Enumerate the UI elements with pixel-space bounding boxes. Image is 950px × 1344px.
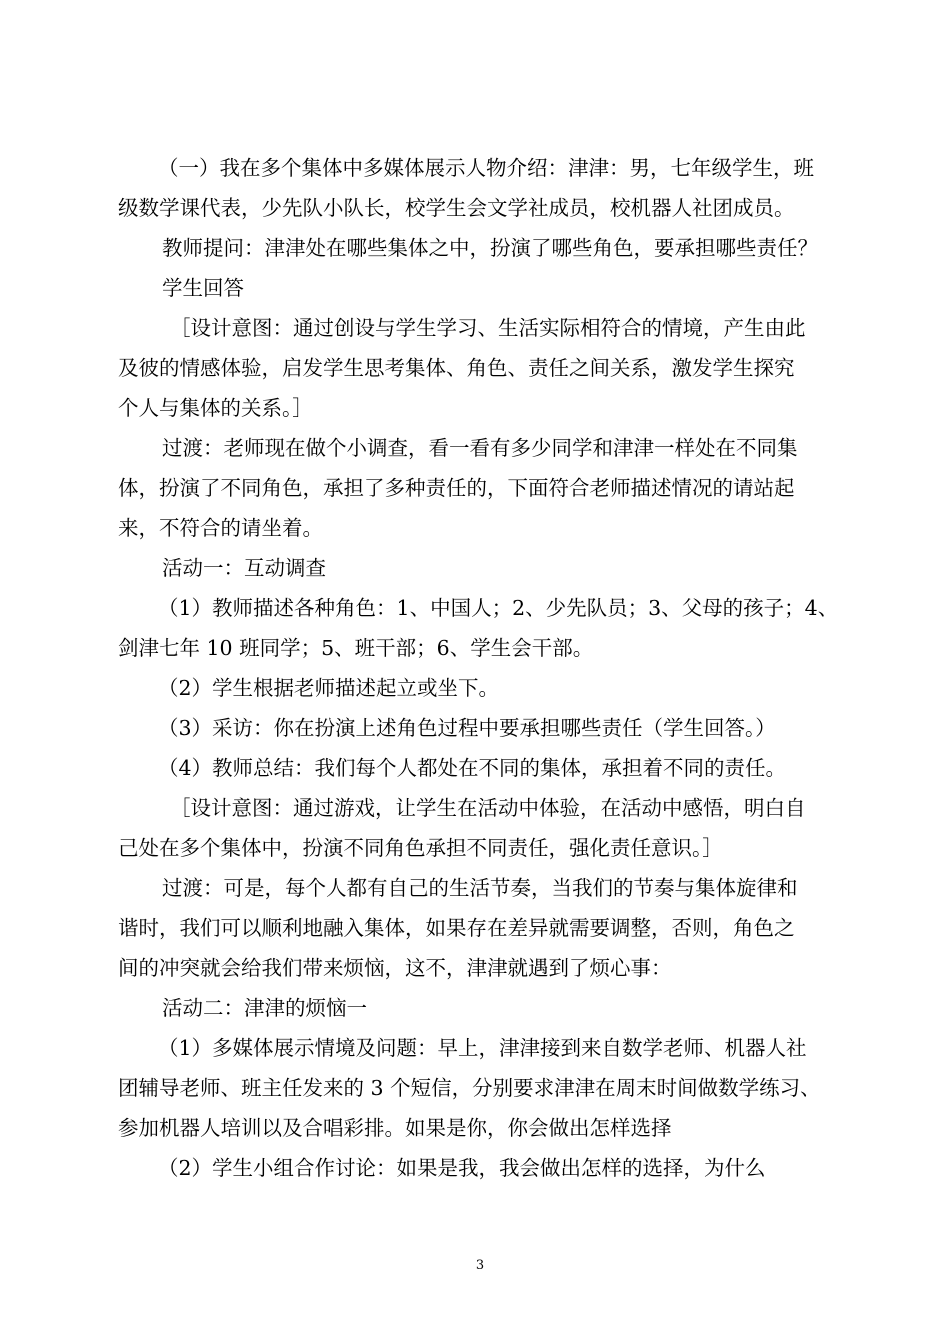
text-line: 己处在多个集体中，扮演不同角色承担不同责任，强化责任意识。］ [118, 836, 723, 860]
text-line: （1）教师描述各种角色：1、中国人；2、少先队员；3、父母的孩子；4、 [158, 596, 839, 620]
text-line: （3）采访：你在扮演上述角色过程中要承担哪些责任（学生回答。） [158, 716, 776, 740]
text-line: 团辅导老师、班主任发来的 3 个短信，分别要求津津在周末时间做数学练习、 [118, 1076, 821, 1100]
text-line: 级数学课代表，少先队小队长，校学生会文学社成员，校机器人社团成员。 [118, 196, 795, 220]
text-line: ［设计意图：通过创设与学生学习、生活实际相符合的情境，产生由此 [170, 316, 806, 340]
text-line: 参加机器人培训以及合唱彩排。如果是你，你会做出怎样选择 [118, 1116, 672, 1140]
text-line: （2）学生根据老师描述起立或坐下。 [158, 676, 500, 700]
page-number: 3 [475, 1258, 485, 1273]
text-line: （一）我在多个集体中多媒体展示人物介绍：津津：男，七年级学生，班 [158, 156, 814, 180]
text-line: （1）多媒体展示情境及问题：早上，津津接到来自数学老师、机器人社 [158, 1036, 807, 1060]
text-line: ［设计意图：通过游戏，让学生在活动中体验，在活动中感悟，明白自 [170, 796, 806, 820]
text-line: 教师提问：津津处在哪些集体之中，扮演了哪些角色，要承担哪些责任？ [162, 236, 818, 260]
text-line: 活动二：津津的烦恼一 [162, 996, 367, 1020]
text-line: 活动一：互动调查 [162, 556, 326, 580]
text-line: 过渡：可是，每个人都有自己的生活节奏，当我们的节奏与集体旋律和 [162, 876, 798, 900]
text-line: 来，不符合的请坐着。 [118, 516, 323, 540]
text-line: 体，扮演了不同角色，承担了多种责任的，下面符合老师描述情况的请站起 [118, 476, 795, 500]
text-line: 间的冲突就会给我们带来烦恼，这不，津津就遇到了烦心事： [118, 956, 672, 980]
text-line: 及彼的情感体验，启发学生思考集体、角色、责任之间关系，激发学生探究 [118, 356, 795, 380]
text-line: （2）学生小组合作讨论：如果是我，我会做出怎样的选择，为什么 [158, 1156, 766, 1180]
text-line: 学生回答 [162, 276, 244, 300]
text-line: 过渡：老师现在做个小调查，看一看有多少同学和津津一样处在不同集 [162, 436, 798, 460]
text-line: （4）教师总结：我们每个人都处在不同的集体，承担着不同的责任。 [158, 756, 787, 780]
text-line: 谐时，我们可以顺利地融入集体，如果存在差异就需要调整，否则，角色之 [118, 916, 795, 940]
text-line: 个人与集体的关系。］ [118, 396, 313, 420]
text-line: 剑津七年 10 班同学；5、班干部；6、学生会干部。 [118, 636, 594, 660]
